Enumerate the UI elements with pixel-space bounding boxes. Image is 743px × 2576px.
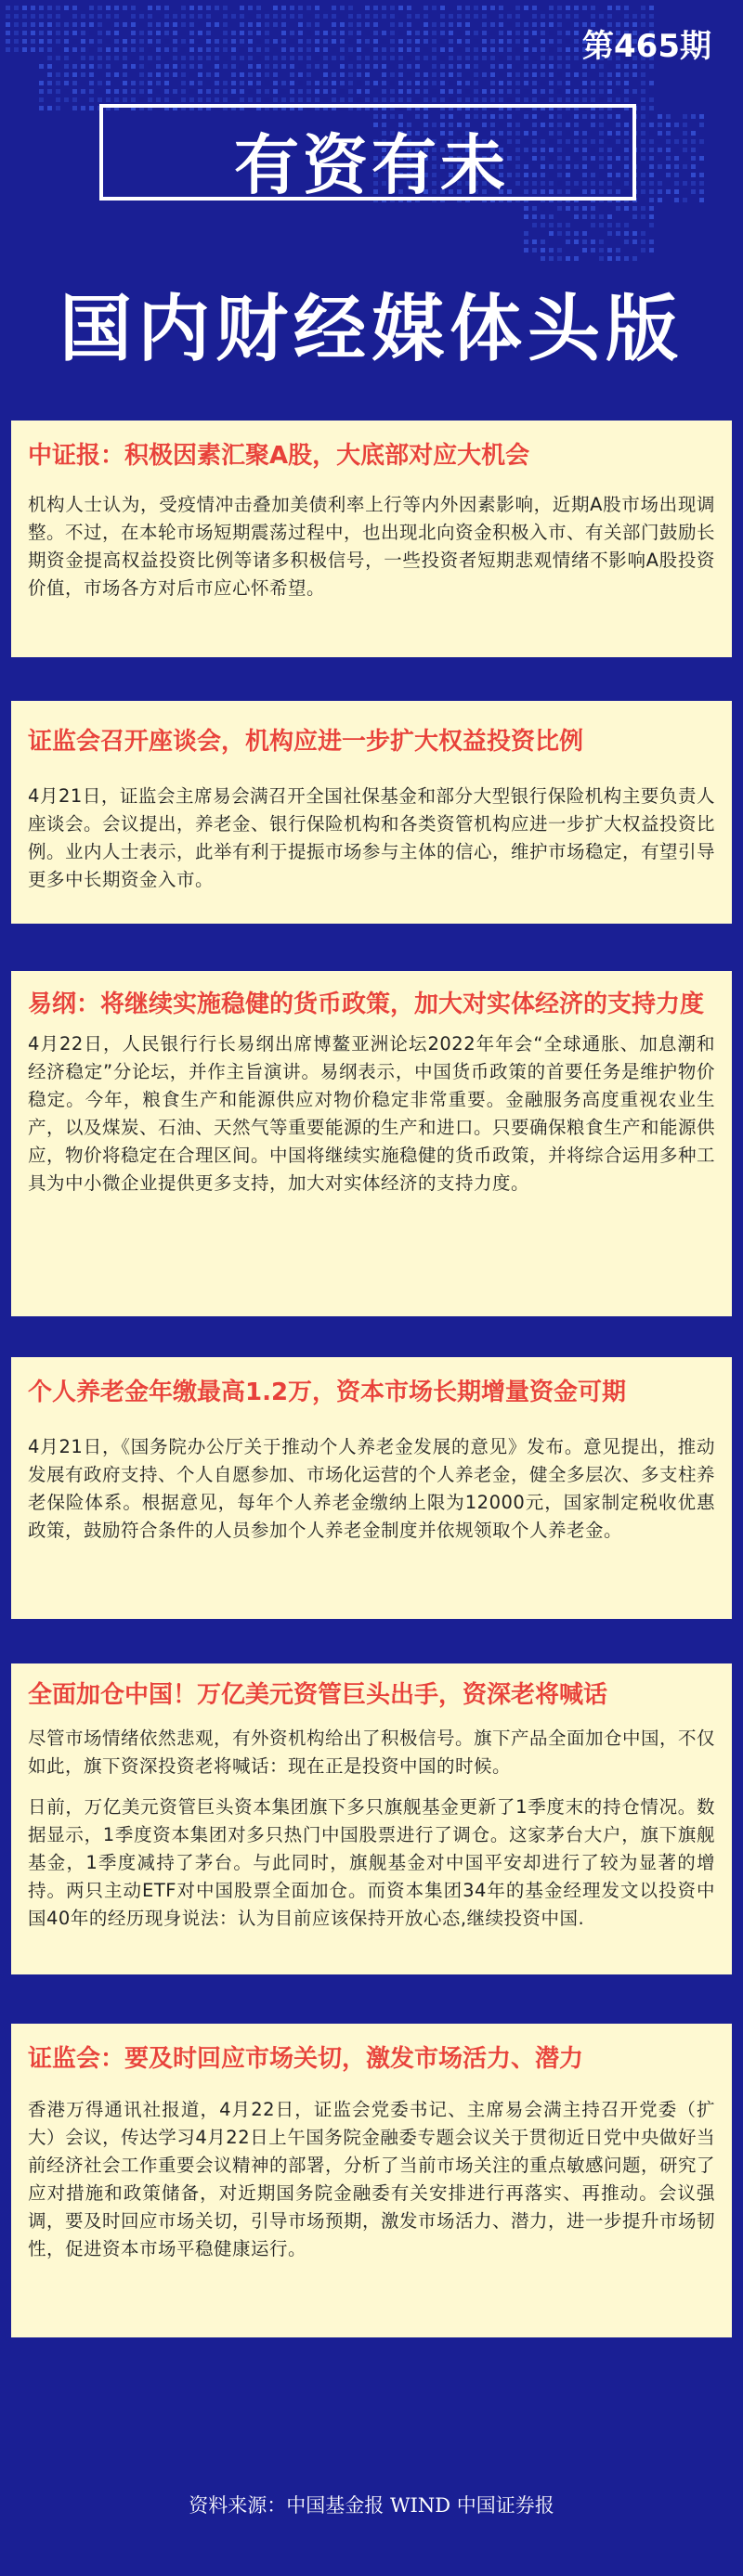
article-title: 易纲：将继续实施稳健的货币政策，加大对实体经济的支持力度 [28,990,705,1018]
header-banner [0,0,743,421]
issue-number: 第465期 [582,28,711,65]
article-card-4 [11,1357,732,1619]
article-text: 香港万得通讯社报道，4月22日，证监会党委书记、主席易会满主持召开党委（扩大）会议，传达学习4月22日上午国务院金融委专题会议关于贯彻近日党中央做好当前经济社会工作重要会议精神的部署，分析了当前市场关注的重点敏感问题，研究了应对措施和政策储备，对近期国务院金融委有关安排进行再落实、再推动。会议强调，要及时回应市场关切，引导市场预期，激发市场活力、潜力，进一步提升市场韧性，促进资本市场平稳健康运行。 [28,2099,716,2259]
footer [0,2453,743,2576]
article-title: 全面加仓中国！万亿美元资管巨头出手，资深老将喊话 [28,1681,608,1709]
article-title: 证监会：要及时回应市场关切，激发市场活力、潜力 [28,2045,584,2073]
article-title: 个人养老金年缴最高1.2万，资本市场长期增量资金可期 [28,1379,627,1406]
article-text: 日前，万亿美元资管巨头资本集团旗下多只旗舰基金更新了1季度末的持仓情况。数据显示，1季度资本集团对多只热门中国股票进行了调仓。这家茅台大户，旗下旗舰基金，1季度减持了茅台。与此同时，旗舰基金对中国平安却进行了较为显著的增持。两只主动ETF对中国股票全面加仓。而资本集团34年的基金经理发文以投资中国40年的经历现身说法：认为目前应该保持开放心态,继续投资中国. [28,1796,715,1929]
article-card-5 [11,1663,732,1974]
article-title: 证监会召开座谈会，机构应进一步扩大权益投资比例 [28,728,584,756]
article-text: 4月21日，证监会主席易会满召开全国社保基金和部分大型银行保险机构主要负责人座谈会。会议提出，养老金、银行保险机构和各类资管机构应进一步扩大权益投资比例。业内人士表示，此举有利于提振市场参与主体的信心，维护市场稳定，有望引导更多中长期资金入市。 [28,785,716,890]
source-note: 资料来源：中国基金报 WIND 中国证券报 [189,2494,554,2517]
page-subtitle: 国内财经媒体头版 [59,288,684,371]
article-text: 尽管市场情绪依然悲观，有外资机构给出了积极信号。旗下产品全面加仓中国，不仅如此，旗下资深投资老将喊话：现在正是投资中国的时候。 [28,1728,716,1777]
article-card-1 [11,421,732,657]
article-card-2 [11,701,732,924]
article-title: 中证报：积极因素汇聚A股，大底部对应大机会 [28,442,530,470]
article-text: 机构人士认为，受疫情冲击叠加美债利率上行等内外因素影响，近期A股市场出现调整。不过，在本轮市场短期震荡过程中，也出现北向资金积极入市、有关部门鼓励长期资金提高权益投资比例等诸多积极信号，一些投资者短期悲观情绪不影响A股投资价值，市场各方对后市应心怀希望。 [28,494,716,599]
article-card-3 [11,971,732,1316]
article-text: 4月22日，人民银行行长易纲出席博鳌亚洲论坛2022年年会“全球通胀、加息潮和经济稳定”分论坛，并作主旨演讲。易纲表示，中国货币政策的首要任务是维护物价稳定。今年，粮食生产和能源供应对物价稳定非常重要。金融服务高度重视农业生产，以及煤炭、石油、天然气等重要能源的生产和进口。只要确保粮食生产和能源供应，物价将稳定在合理区间。中国将继续实施稳健的货币政策，并将综合运用多种工具为中小微企业提供更多支持，加大对实体经济的支持力度。 [28,1033,716,1194]
article-card-6 [11,2024,732,2337]
page-title: 有资有未 [234,127,509,203]
article-text: 4月21日，《国务院办公厅关于推动个人养老金发展的意见》发布。意见提出，推动发展有政府支持、个人自愿参加、市场化运营的个人养老金，健全多层次、多支柱养老保险体系。根据意见，每年个人养老金缴纳上限为12000元，国家制定税收优惠政策，鼓励符合条件的人员参加个人养老金制度并依规领取个人养老金。 [28,1436,716,1541]
